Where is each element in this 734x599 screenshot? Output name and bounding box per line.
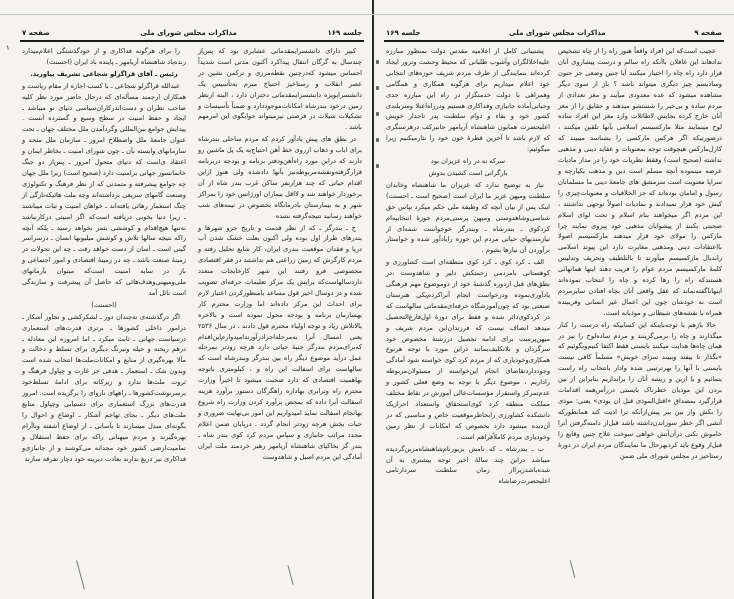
paragraph: ج ـ بندرگز ـ که از نظر قدمت و تاریخ جزو شهرها و بندرهای طراز اول بوده ولی آکنون بعلت خشک شدن آب دریا و فقدان موقعیت بندری ایران، کار شایع تحلیل رفته و مردم کارگرش که زمین زراعتی هم نداشتند در فقر اقتصادی مخصوصی فرو رفتند این شهر کارخانجات متعدد داردسالهاست‌که برایش یک مرکز تعلیمات حرفه‌ای تصویب شده و در دوسال اخیر قول مساعد بامنظورکردن اعتبار لازم برای احداث این مرکز داده‌اند اما وزارت محترم کار بهسازمان برنامه و بودجه محول نموده است و بالاخره بالاتلاش زیاد و توجه اولیاء محترم قول دادند ، در سال ۲۵۳۶ یعنی امسال آنرا به‌مرحله‌اجرادرآورند‌امیدوارم‌این‌اقدام که‌برای‌مردم بندرگز جنبهٔ حیاتی دارد هرچه زودتر بمرحله عمل درآید موضوع دیگر راه بین بندرگز وبندرشاه است که سالهاست برای اسفالت این راه و ، کیلومتری باتوجه بهاهمیت اقتصادی که دارد صحبت میشود تا اخیراً وزارت محترم راه وترابری بهاداره راهگرگان دستور برآورد هزینه اسفالت آنرا داده که بمحض برآورد کردن وزارت راه شروع بهانجام اسفالت نماید امیدواریم این امور بی‌نهایت ضروری و حیات بخش هرچه زودتر انجام گردد . درپایان ضمن اعلام مجدد مراتب جانبازی و سپاس مردم کرد کوی بندر شاه ـ بندر گز بخاکپای شاهنشاه آریامهر رهبر خردمند ملت ایران آمادگی این مردم اصیل و شاهدوست [198,223,362,461]
paragraph: پشتیبانی کامل از اعلامیه مقدس دولت بمنظور مبارزه علیه‌اخلالگران وآشوب طلبانی که محیط وحشت وترور ایجاد کرده‌اند بنمایندگی از طرف مردم شریف حوزه‌های انتخابی خود اعلام میداریم برای هرگونه همکاری و همگامی وهمراهی با دولت خدمتگزار در راه این مبارزه جدی وحیاتی‌آماده جانبازی وفداکاری هستیم ودرراه‌اعتلا وسربلندی کشور خود و بقاء و دوام سلطنت پدر تاجدار خویش اعلیحضرت همایون شاهنشاه آریامهر جانبرکف درهرسنگری که لازم باشد تا آخرین قطرهٔ خون خود را نثارمیکنیم زیرا میگوئیم: [386,47,550,154]
pen-mark [287,565,293,585]
page-label: صفحه ۷ [22,29,50,37]
right-page-header [386,27,722,39]
applause-note: (احسنت) [91,300,117,309]
margin-mark [376,138,379,142]
left-page-columns [22,46,362,465]
text-column [558,46,722,488]
right-page [372,0,734,599]
paragraph: عجیب است‌که این افراد واقعاً هنوز راه را از چاه تشخیص ندادهاند این غافلان باآنکه راه سالم و درست پیشاروی آنان قرار دارد راه چاه را اختیار میکنند آیا جنین وضعی جز جنون وسادیسم چیز دیگری میتواند باشد ؟ باز از سوی دیگر مشاهده میشود که عده معدودی میآیند و مغز تعدادی از مردم ساده و بی‌خبر را شستشو میدهند و حقایق را از مغز آنان خارج کرده بجایش لاطائلات وارد مغز این افراد ساده لوح مینمایند مثلا مارکسیسم اسلامی بآنها تلقین میکنند ، درصورتیکه اگر هرکس مارکسی را بشناسد میبیند که کارل‌مارکس هیچوقت توجه بمعنویات و عقاید دینی و مذهبی نداشته (صحیح است) وفقط نظریات خود را در مدار مادیات عرضه مینموده آنچه مسلم است دین و مذهب یکپارچه و سراپا معنویت است سرمشق های جامعهٔ دینی ما مسلمانان رسول و امامان بوده‌اند که جز الخلاقیات و معنویات‌چیزی را کیش خود قرار نمیدادند و بمادیات اصولاً توجهی نداشتند ، این مردم اگر میخواهند بنام اسلام و تحت لوای اسلام صحبتی بکنند از پیشوایان مذهبی خود پیروی نمایند چرا مارکس را مولای خود قرار میدهند مارکسیسم اصولا بااعتقادات دینی ومذهبی مغایرت دارد این پیوند اسلامی راندبال مارکسیسم میآورند تا بالتلطیف وتحریف وتدلیس کلمهٔ مارکسیسم مردم عوام را فریب دهند اینها همانهائی هستندکه راه را رها کرده و چاه را انتخاب نموده‌اند اینهاناگفته‌نماند که عقل واقعی آنان بچاه افتادن سایرمردم است نه خودشان چون این اعمال غیر انسانی وفریبنده همراه با نقشه‌های شیطانی و موذیانه است. [558,47,722,317]
left-page-header [22,27,362,39]
right-page-columns [386,46,722,488]
speaker-paragraph: عبدالله قراگزلو شجاعی ـ با کسب اجازه از مقام ریاست و همکاران ارجمند مسأله‌ای که درحال حاضر مورد نظر کلیه صاحب نظران و دست‌اندرکاران‌سیاسی دنیای نو میباشد ـ ایجاد و حفظ امنیت در سطح وسیع و گسترده آنست . پیدایش جوامع بین‌المللی وگردآمدن ملل مختلف جهان ـ تحت عنوان جامعهٔ ملل واصطلاح امروز ـ سازمان ملل متحد و سازمانهای وابسته بآن ـ چون شورای امنیت ـ بخاطر ایمان و اعتقاد ی‌است که دنیای متحول امروز ـ پس‌از دو جنگ خانمانسوز جهانی برامنیت دارد (صحیح است) زیرا ملل جهان چه جوامع پیشرفته و متمدنی که از نظر فرهنگ و تکنولوژی وصنعت گامهای سریعی برداشته‌اند وچه ملت هائیکه‌تازگی از چنگ استعمار رهائی یافته‌اند ـ خواهان امنیت و ثبات میباشند ـ زیرا دنیا بخوبی دریافته است‌که اگر امنیتی درکارنباشد نه‌تنها هیچ‌اقدام و کوششی بثمر نخواهد رسید ـ بلکه آنچه راکه نتیجه سالها تلاش و کوشش میلیونها انسان ـ درسراسر گیتی است ـ آسان از دست خواهد رفت ـ چه این تحولات در زمینهٔ صنعت باشد ـ چه در زمینهٔ اقتصادی و امور اجتماعی و باز در سایه امنیت است‌که میتوان بآرمانهای ملی‌ومیهنی‌وهدف‌هائی که حاصل آن پیشرفت و سازندگی است نائل آمد [22,81,186,297]
header-rule [20,40,364,42]
paragraph: کبیر دارای دانشسرایمقدماتی عشایری بود که پس‌از چندسال به گرگان انتقال پیداکرد آکنون مدتی است شدیداً احساس میشود که‌درچنین نقطه‌مرزی و ترکمن نشین در عصر انقلاب و رستاخیز احتیاج مبرم به‌تأسیس یک دانشسرایویژه دانشسرایمقدماتی دختران دارد ، البته ازنظر زمین درخود بندرشاه امکانات‌موجوددارد و ضمناً تأسیسات و تشکیلات شیلات در فرصتی نیزمیتواند جوابگوی این امرمهم باشد . [198,47,362,132]
verse-line: سرکه نه در راه عزیزان بود [430,157,506,166]
paragraph: اگر درگذشته‌ی نه‌چندان دور ـ لشکرکشی و تجاوز آشکار ـ درامور داخلی کشورها ـ برتری قدرت‌های استعماری درسیاست جهانی ـ ثابت میکرد ـ اما امروزه این معادله ـ درهم ریخته و حیله ونیرنگ دیگری برای تسلط و دخالت و مآلا بهره‌گیری از منابع و امکانات‌ملت‌ها انتخاب شده است وبدون شک ـ استعمار ـ هدفی جز غارت و چپاول فرهنگ و ثروت ملت‌ها ندارد و زیرکانه برای ادامهٔ تسلط‌خود برسرنوشت‌کشورها ـ راههای ناروای را برگزیده است. امروز قدرت‌های بزرگ استعماری برای دستیابی وچپاول منابع ملت‌های دیگر ـ بجای تهاجم آشکار ـ اوضاع و احوال را بگونه‌ای مبدل میسازند تا بآسانی ـ از اوضاع آشفته وناآرام بهره‌گیرند و مردم میهنانی راکه برای حفظ استقلال و تمامیت‌ارضی کشور خود مجدانه می‌کوشند و از جانبازی‌و فداکاری نیز دریغ ندارند بعادت دیرینه خود دچار تفرقه سازند [22,312,186,463]
session-label: جلسه ۱۶۹ [327,29,362,37]
faint-top-rule [0,14,372,15]
margin-number: ۱ [6,44,10,52]
margin-mark [376,60,379,64]
pen-mark [76,560,85,589]
page-label: صفحه ۹ [694,29,722,37]
verse-line: بارگرانی است کشیدن بدوش [428,168,508,177]
faint-top-rule [372,14,734,15]
paragraph: الف ـ کرد کوی ـ کرد کوی منطقه‌ای است کشاورزی و کوهستانی بامردمی زحمتکش دلیر و شاهدوست ،در نطق‌های قبل ازدوره گذشتهٔ خود از دوموضوع مهم فرهنگی یادآوری‌نموده ودرخواست انجام آنراکردم‌یکی هنرستان صنعتی بود که چون‌آموزشگاه حرفه‌ای‌مقدماتی سالهاست که در کردکوی‌دائر شده و فقط برای دورهٔ اول‌فارغ‌التحصیل میدهد انصاف نیست که فرزندان‌این مردم شریف و میهن‌پرست برای ادامه تحصیل دررشتهٔ مخصوص خود سرگردان و بلاتکلیف‌بمانند دراین مورد با توجه هرنوع همکاری‌وخودیاری که از مردم کرد کوی خواسته شود آمادگی وجوددارد‌تقاضای انجام این‌خواسته از مسئولان‌مربوطه راداریم ، موضوع دیگر با توجه به وضع فعلی کشور و عدم‌تمرکز واستقرار مؤسسات‌عالی آموزش در نقاط مختلف مملکت منطقه کرد کوی‌استحقاق واستعداد احرازیک دانشکده کشاورزی را‌بخاطرموقعیت خاص و مناسبی که در آن‌دیده میشود دارد بخصوص که امکانات از نظر زمین وخودیاری مردم کاملاًفراهم است . [386,258,550,441]
text-column [386,46,550,488]
pen-mark [570,560,576,578]
margin-mark [376,112,379,116]
chair-remark: رئیس ـ آقای قراگزلو شجاعی تشریف بیاورید. [30,69,178,78]
header-title: مذاکرات مجلس شورای ملی [509,29,606,37]
text-column [22,46,186,465]
paragraph: ب ـ بندرشاه ـ که نامش بزیورنام‌شاهنشاه‌مزین‌گردیده میباشد دراین چند سالهٔ اخیر توجه بیشتری به آن شده‌باشد‌زیرا‌از زمان سلطنت سردارنامی اعلیحضرت‌رضاشاه [386,444,550,486]
paragraph: در نطق های پیش یادآور کردم که مردم ساحلی بندرشاه برای اباب و ذهاب ازروی خط آهن احتیاج‌به یک پل ماشین رو دارند که دراین مورد راه‌آهن‌ودفتر برنامه و بودجه دربرنامه قرارگرفته‌ونقشه‌مربوطه‌نیز بآنها دادشده ولی هنوز ازاین اقدام حیاتی که چند هزارنفر ساکن غرب بندر شاه از آن برخوردار خواهند شد و لااقل بیماران اورژانس خود را بمراکز شهر و به بیمارستان بادرمانگاه بخصوص در نیمه‌های شب خواهند رسانید نتیجه‌گرفته نشده [198,135,362,220]
header-title: مذاکرات مجلس شورای ملی [140,29,237,37]
paragraph: نیاز به توضیح ندارد که عزیزان ما شاهنشاه وخاندان سلطنت ومیهن عزیز ما ایران است (صحیح است ـ احسنت) اینک پس از بیان آنچه که وظیفه ملی حکم میکرد بپاس حق شناسی‌وشاهدوستی ومیهن پرستی‌مردم حوزهٔ انتخابیه‌ام کردکوی ـ بندرشاه ـ وبندرگز خوخواست شمه‌ای از نیازمندیهای حیاتی مردم این حوزه رایادآور شده و خواستار برآوردن آن نیازها بشوم . [386,180,550,255]
session-label: جلسه ۱۶۹ [386,29,421,37]
paragraph: حالا بازهم با توجه‌باینکه این کسانیکه راه درست را کنار میگذارند و چاه را برمی‌گزینند و مردم ساده‌لوح را نیز در همان چاه‌ها هدایت میکنند بایستی فقط اکتفا کنیم‌وبگوئیم که «بگذار تا بیفتد وببیند سزای خویش» مسلماً کافی نیست بایستی با آنها را بهرترتیبی شده وادار بانتخاب راه راست بنمائیم و یا ازبن و ریشه آنان را براندازیم بنابراین از بین بردن این موذیان خطرناک بایستی دررأس‌همه اقدامات قرارگیرد بمصداق «اقتل‌الموذی قبل ان یوذی» یعنی: موذی را بکش واز بین ببر پیش‌ازآنکه ترا اذیت کند همانطورکه آتشی اگر خطر سوزاندن‌داشته باشد قبل‌از دامنه‌گرفتن آنرا خاموش نکنی درآن‌آتش خواهی سوخت علاج چنین وقایع را قبل‌از وقوع باید کرد‌بهرحال ما نمایندگان مردم ایران در دورهٔ رستاخیز در مجلس شورای ملی ضمن [558,320,722,460]
margin-mark [376,86,379,90]
text-column [198,46,362,465]
header-rule [384,40,724,42]
gutter-margin-marks [376,60,384,168]
margin-mark [376,164,379,168]
paragraph: را برای هرگونه فداکاری و از خودگذشتگی اعلام‌میدارد زنده‌باد شاهنشاه آریامهر ـ پاینده باد ایران (احسنت) [22,47,186,66]
